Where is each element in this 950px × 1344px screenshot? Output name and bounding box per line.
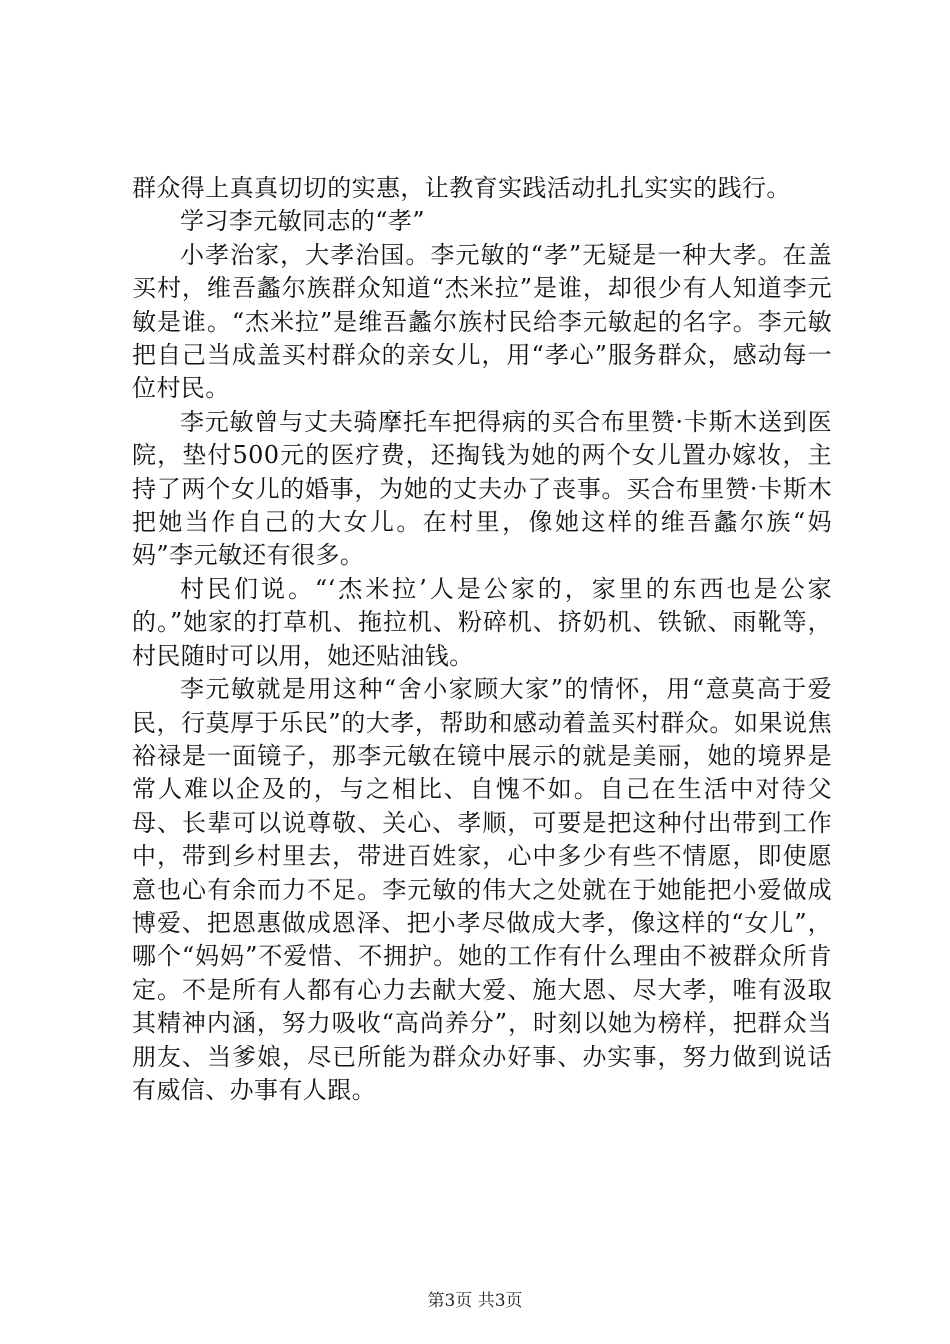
page-footer: 第3页 共3页 xyxy=(427,1291,523,1311)
paragraph: 小孝治家，大孝治国。李元敏的“孝”无疑是一种大孝。在盖买村，维吾蠡尔族群众知道“杰米拉”是谁，却很少有人知道李元敏是谁。“杰米拉”是维吾蠡尔族村民给李元敏起的名字。李元敏把自己当成盖买村群众的亲女儿，用“孝心”服务群众，感动每一位村民。 xyxy=(132,240,832,403)
paragraph: 村民们说。“‘杰米拉’人是公家的，家里的东西也是公家的。”她家的打草机、拖拉机、粉碎机、挤奶机、铁锨、雨靴等，村民随时可以用，她还贴油钱。 xyxy=(132,574,832,670)
section-heading: 学习李元敏同志的“孝” xyxy=(180,207,425,236)
paragraph: 李元敏曾与丈夫骑摩托车把得病的买合布里赞·卡斯木送到医院，垫付500元的医疗费，还掏钱为她的两个女儿置办嫁妆，主持了两个女儿的婚事，为她的丈夫办了丧事。买合布里赞·卡斯木把她当作自己的大女儿。在村里，像她这样的维吾蠡尔族“妈妈”李元敏还有很多。 xyxy=(132,407,832,570)
paragraph: 李元敏就是用这种“舍小家顾大家”的情怀，用“意莫高于爱民，行莫厚于乐民”的大孝，帮助和感动着盖买村群众。如果说焦裕禄是一面镜子，那李元敏在镜中展示的就是美丽，她的境界是常人难以企及的，与之相比、自愧不如。自己在生活中对待父母、长辈可以说尊敬、关心、孝顺，可要是把这种付出带到工作中，带到乡村里去，带进百姓家，心中多少有些不情愿，即使愿意也心有余而力不足。李元敏的伟大之处就在于她能把小爱做成博爱、把恩惠做成恩泽、把小孝尽做成大孝，像这样的“女儿”，哪个“妈妈”不爱惜、不拥护。她的工作有什么理由不被群众所肯定。不是所有人都有心力去献大爱、施大恩、尽大孝，唯有汲取其精神内涵，努力吸收“高尚养分”，时刻以她为榜样，把群众当朋友、当爹娘，尽已所能为群众办好事、办实事，努力做到说话有威信、办事有人跟。 xyxy=(132,675,832,1104)
paragraph-continuation: 群众得上真真切切的实惠，让教育实践活动扎扎实实的践行。 xyxy=(132,174,791,202)
document-body xyxy=(132,172,832,1107)
